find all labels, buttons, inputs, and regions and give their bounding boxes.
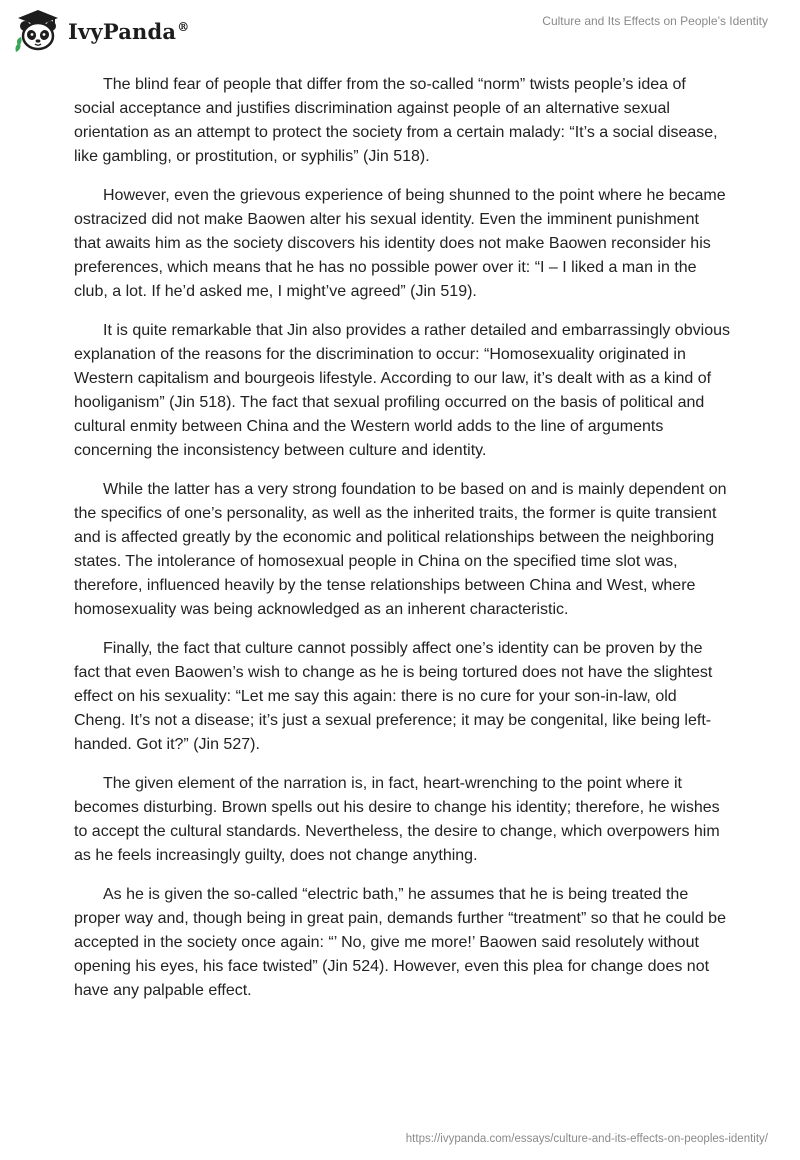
essay-body <box>74 73 730 1018</box>
paragraph: However, even the grievous experience of being shunned to the point where he became ostracized did not make Baowen alter his sexual identity. Even the imminent punishment that awaits him as the society discovers his identity does not make Baowen reconsider his preferences, which means that he has no possible power over it: “I – I liked a man in the club, a lot. If he’d asked me, I might’ve agreed” (Jin 519). <box>74 187 726 300</box>
paragraph: The blind fear of people that differ from the so-called “norm” twists people’s idea of social acceptance and justifies discrimination against people of an alternative sexual orientation as an attempt to protect the society from a certain malady: “It’s a social disease, like gambling, or prostitution, or syphilis” (Jin 518). <box>74 76 718 165</box>
document-title: Culture and Its Effects on People’s Identity <box>542 14 768 28</box>
paragraph: It is quite remarkable that Jin also provides a rather detailed and embarrassingly obvious explanation of the reasons for the discrimination to occur: “Homosexuality originated in Western capitalism and bourgeois lifestyle. According to our law, it’s dealt with as a kind of hooliganism” (Jin 518). The fact that sexual profiling occurred on the basis of political and cultural enmity between China and the Western world adds to the line of arguments concerning the inconsistency between culture and identity. <box>74 322 730 459</box>
paragraph: Finally, the fact that culture cannot possibly affect one’s identity can be proven by the fact that even Baowen’s wish to change as he is being tortured does not have the slightest effect on his sexuality: “Let me say this again: there is no cure for your son-in-law, old Cheng. It’s not a disease; it’s just a sexual preference; it may be congenital, like being left-handed. Got it?” (Jin 527). <box>74 640 713 753</box>
brand-name: IvyPanda® <box>68 18 190 44</box>
panda-graduate-icon <box>14 8 62 54</box>
page-header <box>0 0 800 60</box>
source-url-link[interactable]: https://ivypanda.com/essays/culture-and-its-effects-on-peoples-identity/ <box>405 1133 768 1145</box>
paragraph: While the latter has a very strong foundation to be based on and is mainly dependent on the specifics of one’s personality, as well as the inherited traits, the former is quite transient and is affected greatly by the economic and political relationships between the neighboring states. The intolerance of homosexual people in China on the specified time slot was, therefore, influenced heavily by the tense relationships between China and West, where homosexuality was being acknowledged as an inherent characteristic. <box>74 481 727 618</box>
ivypanda-logo[interactable] <box>14 8 189 54</box>
registered-mark: ® <box>177 19 190 34</box>
paragraph: The given element of the narration is, in fact, heart-wrenching to the point where it becomes disturbing. Brown spells out his desire to change his identity; therefore, he wishes to accept the cultural standards. Nevertheless, the desire to change, which overpowers him as he feels increasingly guilty, does not change anything. <box>74 775 720 864</box>
paragraph: As he is given the so-called “electric bath,” he assumes that he is being treated the proper way and, though being in great pain, demands further “treatment” so that he could be accepted in the society once again: “’ No, give me more!’ Baowen said resolutely without opening his eyes, his face twisted” (Jin 524). However, even this plea for change does not have any palpable effect. <box>74 886 726 999</box>
